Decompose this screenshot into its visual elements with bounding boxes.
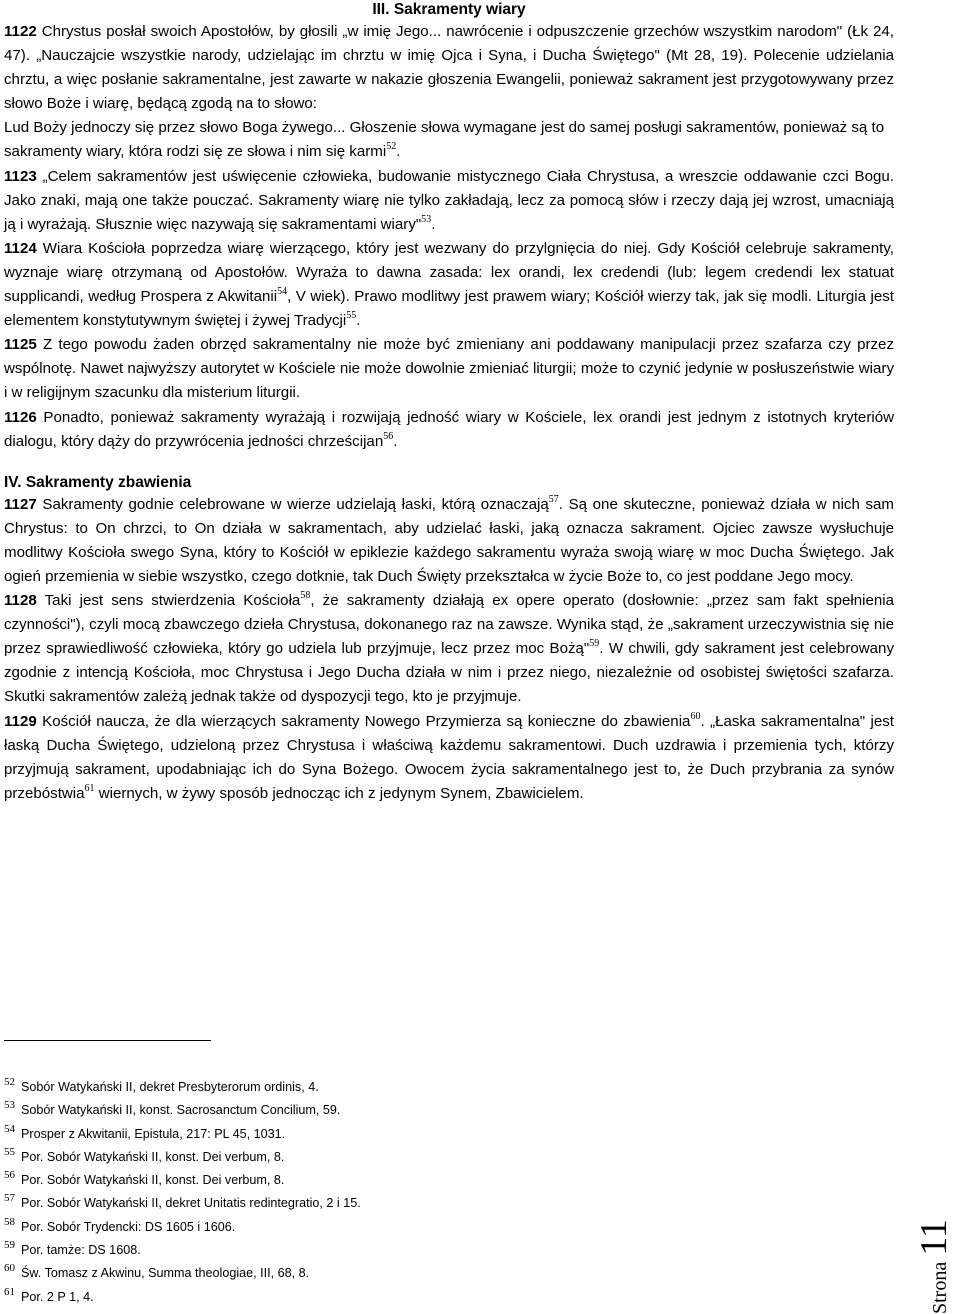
footnote-ref: 56: [383, 430, 394, 442]
paragraph-1123: 1123 „Celem sakramentów jest uświęcenie człowieka, budowanie mistycznego Ciała Chrystusa, a wreszcie oddawanie czci Bogu. Jako znaki, mają one także pouczać. Sakramenty wiarę nie tylko zakładają, lecz za pomocą słów i rzeczy dają jej wzrost, umacniają ją i wyrażają. Słusznie więc nazywają się sakramentami wiary"$^{53}$.: [4, 167, 894, 233]
footnote-text: Św. Tomasz z Akwinu, Summa theologiae, III, 68, 8.: [21, 1266, 310, 1281]
quote-text: Lud Boży jednoczy się przez słowo Boga żywego... Głoszenie słowa wymagane jest do samej posługi sakramentów, ponieważ są to sakramenty wiary, która rodzi się ze słowa i nim się karmi: [4, 119, 885, 161]
paragraph-text: Sakramenty godnie celebrowane w wierze udzielają łaski, którą oznaczają: [42, 495, 549, 513]
paragraph-text: . „Łaska sakramentalna" jest łaską Ducha Świętego, udzieloną przez Chrystusa i właściwą każdemu sakramentowi. Duch uzdrawia i przemienia tych, którzy przyjmują sakrament, upodabniając ich do Syna Bożego. Owocem życia sakramentalnego jest to, że Duch przybrania za synów przebóstwia: [4, 712, 894, 802]
paragraph-number: 1123: [4, 167, 37, 185]
paragraph-number: 1126: [4, 408, 37, 426]
footnote-55: [4, 1141, 884, 1164]
footnote-ref: 57: [548, 493, 559, 505]
paragraph-1125: [4, 333, 894, 405]
paragraph-text: Chrystus posłał swoich Apostołów, by głosili „w imię Jego... nawrócenie i odpuszczenie grzechów wszystkim narodom" (Łk 24, 47). „Nauczajcie wszystkie narody, udzielając im chrztu w imię Ojca i Syna, i Ducha Świętego" (Mt 28, 19). Polecenie udzielania chrztu, a więc posłanie sakramentalne, jest zawarte w nakazie głoszenia Ewangelii, ponieważ sakrament jest przygotowywany przez słowo Boże i wiarę, będącą zgodą na to słowo:: [4, 23, 894, 113]
footnote-number: 61: [4, 1285, 15, 1298]
footnote-text: Por. Sobór Watykański II, dekret Unitatis redintegratio, 2 i 15.: [21, 1196, 361, 1211]
footnote-54: [4, 1118, 884, 1141]
footnote-52: [4, 1071, 884, 1094]
footnote-text: Por. Sobór Trydencki: DS 1605 i 1606.: [21, 1219, 236, 1234]
footnote-text: Sobór Watykański II, dekret Presbyterorum ordinis, 4.: [21, 1080, 319, 1094]
footnote-ref: 55: [346, 310, 357, 322]
paragraph-text: „Celem sakramentów jest uświęcenie człowieka, budowanie mistycznego Ciała Chrystusa, a wreszcie oddawanie czci Bogu. Jako znaki, mają one także pouczać. Sakramenty wiarę nie tylko zakładają, lecz za pomocą słów i rzeczy dają jej wzrost, umacniają ją i wyrażają. Słusznie więc nazywają się sakramentami wiary": [4, 167, 894, 233]
paragraph-text: Kościół naucza, że dla wierzących sakramenty Nowego Przymierza są konieczne do zbawienia: [42, 712, 691, 730]
footnote-text: Prosper z Akwitanii, Epistula, 217: PL 45, 1031.: [21, 1126, 286, 1141]
section-heading-sakramenty-wiary: III. Sakramenty wiary: [372, 1, 526, 18]
footnote-number: 54: [4, 1122, 15, 1135]
footnote-number: 56: [4, 1169, 15, 1182]
footnote-number: 60: [4, 1262, 15, 1275]
footnote-59: [4, 1234, 884, 1257]
paragraph-number: 1129: [4, 712, 37, 730]
footnote-separator: [4, 1040, 211, 1041]
footnote-60: [4, 1257, 884, 1280]
paragraph-1126: 1126 Ponadto, ponieważ sakramenty wyrażają i rozwijają jedność wiary w Kościele, lex orandi jest jednym z istotnych kryteriów dialogu, który dąży do przywrócenia jedności chrześcijan$^{56}$.: [4, 408, 894, 450]
paragraph-text: . Są one skuteczne, ponieważ działa w nich sam Chrystus: to On chrzci, to On działa w sakramentach, aby udzielać łaski, jaką oznacza sakrament. Ojciec zawsze wysłuchuje modlitwy Kościoła swego Syna, który to Kościół w epiklezie każdego sakramentu wyraża swoją wiarę w moc Ducha Świętego. Jak ogień przemienia w siebie wszystko, czego dotknie, tak Duch Święty przekształca w życie Boże to, co jest poddane Jego mocy.: [4, 495, 895, 585]
footnote-number: 59: [4, 1239, 15, 1252]
paragraph-number: 1125: [4, 336, 37, 354]
paragraph-1122: [4, 20, 894, 165]
footnote-number: 57: [4, 1192, 15, 1205]
footnote-text: Por. Sobór Watykański II, konst. Dei verbum, 8.: [21, 1149, 285, 1164]
footnote-58: [4, 1211, 884, 1234]
paragraph-quote: Lud Boży jednoczy się przez słowo Boga żywego... Głoszenie słowa wymagane jest do samej posługi sakramentów, ponieważ są to sakramenty wiary, która rodzi się ze słowa i nim się karmi$^{52}$.: [4, 119, 885, 161]
page-number-marker: [913, 1174, 960, 1314]
footnote-number: 58: [4, 1215, 15, 1228]
footnote-text: Por. 2 P 1, 4.: [21, 1289, 94, 1304]
footnote-text: Sobór Watykański II, konst. Sacrosanctum Concilium, 59.: [21, 1103, 341, 1118]
paragraph-number: 1128: [4, 592, 37, 610]
footnote-ref: 53: [421, 213, 432, 225]
footnote-56: [4, 1164, 884, 1187]
paragraph-1128: [4, 589, 894, 709]
paragraph-text: Z tego powodu żaden obrzęd sakramentalny nie może być zmieniany ani poddawany manipulacji przez szafarza czy przez wspólnotę. Nawet najwyższy autorytet w Kościele nie może dowolnie zmieniać liturgii; może to czynić jedynie w posłuszeństwie wiary i w religijnym szacunku dla misterium liturgii.: [4, 336, 895, 402]
footnote-61: [4, 1281, 884, 1304]
page-number: 11: [913, 1219, 955, 1256]
page-label: Strona: [929, 1261, 951, 1314]
footnote-ref: 58: [300, 590, 311, 602]
footnote-ref: 61: [84, 782, 95, 794]
paragraph-text: wiernych, w żywy sposób jednocząc ich z jedynym Synem, Zbawicielem.: [94, 784, 584, 802]
footnote-number: 53: [4, 1099, 15, 1112]
paragraph-number: 1124: [4, 239, 37, 257]
footnote-ref: 54: [277, 286, 288, 297]
paragraph-1124: 1124 Wiara Kościoła poprzedza wiarę wierzącego, który jest wezwany do przylgnięcia do niej. Gdy Kościół celebruje sakramenty, wyznaje wiarę otrzymaną od Apostołów. Wyraża to dawna zasada: lex orandi, lex credendi (lub: legem credendi lex statuat supplicandi, według Prospera z Akwitanii$^{54}$, V wiek). Prawo modlitwy jest prawem wiary; Kościół wierzy tak, jak się modli. Liturgia jest elementem konstytutywnym świętej i żywej Tradycji$^{55}$.: [4, 239, 894, 330]
paragraph-text: Wiara Kościoła poprzedza wiarę wierzącego, który jest wezwany do przylgnięcia do niej. Gdy Kościół celebruje sakramenty, wyznaje wiarę otrzymaną od Apostołów. Wyraża to dawna zasada: lex orandi, lex credendi (lub: legem credendi lex statuat supplicandi, według Prospera z Akwitanii: [4, 239, 894, 306]
footnote-53: [4, 1094, 884, 1117]
main-content: [4, 0, 894, 806]
footnote-number: 52: [4, 1076, 15, 1088]
paragraph-number: 1122: [4, 23, 37, 40]
paragraph-1127: [4, 493, 894, 589]
footnote-ref: 52: [386, 141, 397, 153]
paragraph-number: 1127: [4, 495, 37, 513]
footnote-57: [4, 1187, 884, 1210]
paragraph-text: Ponadto, ponieważ sakramenty wyrażają i rozwijają jedność wiary w Kościele, lex orandi jest jednym z istotnych kryteriów dialogu, który dąży do przywrócenia jedności chrześcijan: [4, 408, 894, 450]
section-heading-sakramenty-zbawienia: IV. Sakramenty zbawienia: [4, 473, 192, 491]
page-number-text: [912, 1219, 956, 1314]
footnote-ref: 60: [690, 710, 701, 722]
footnotes: [4, 1040, 884, 1304]
footnote-text: Por. Sobór Watykański II, konst. Dei verbum, 8.: [21, 1173, 285, 1188]
paragraph-text: Taki jest sens stwierdzenia Kościoła: [44, 592, 301, 610]
footnote-text: Por. tamże: DS 1608.: [21, 1243, 141, 1258]
footnote-ref: 59: [589, 638, 600, 650]
paragraph-1129: [4, 710, 894, 806]
paragraph-text: . W chwili, gdy sakrament jest celebrowany zgodnie z intencją Kościoła, moc Chrystusa i Jego Ducha działa w nim i przez niego, niezależnie od osobistej świętości szafarza. Skutki sakramentów zależą jednak także od dyspozycji tego, kto je przyjmuje.: [4, 640, 894, 706]
paragraph-text: , V wiek). Prawo modlitwy jest prawem wiary; Kościół wierzy tak, jak się modli. Liturgia jest elementem konstytutywnym świętej i żywej Tradycji: [4, 288, 894, 330]
paragraph-text: , że sakramenty działają ex opere operato (dosłownie: „przez sam fakt spełnienia czynności"), czyli mocą zbawczego dzieła Chrystusa, dokonanego raz na zawsze. Wynika stąd, że „sakrament urzeczywistnia się nie przez sprawiedliwość człowieka, który go udziela lub przyjmuje, lecz przez moc Bożą": [4, 592, 894, 658]
footnote-number: 55: [4, 1145, 15, 1158]
